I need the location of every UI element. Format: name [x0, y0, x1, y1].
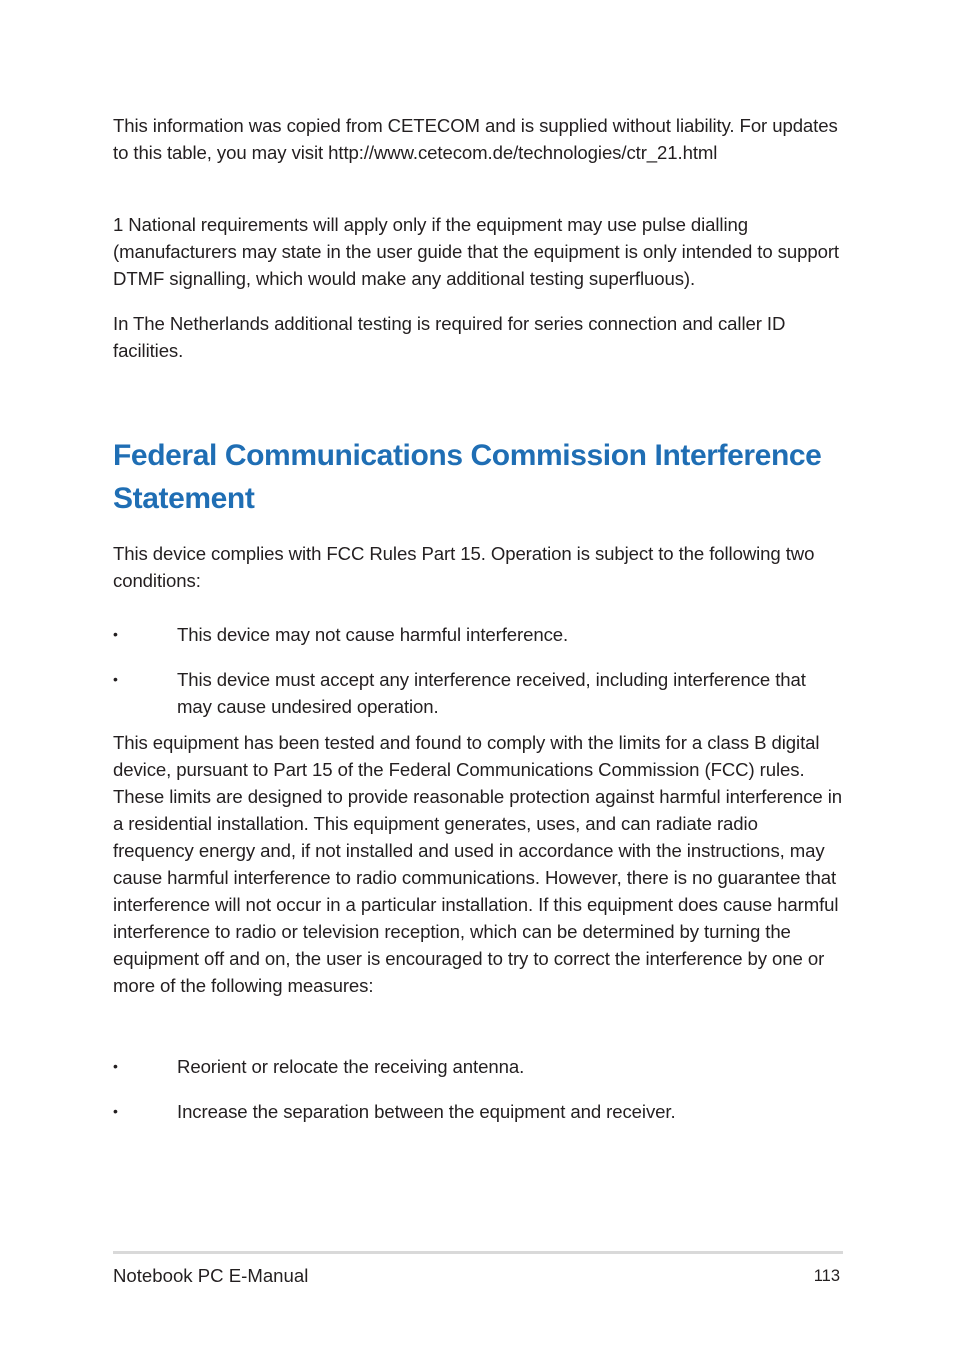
- bullet-icon: •: [113, 1058, 118, 1074]
- list-item-text: Increase the separation between the equipment and receiver.: [177, 1101, 676, 1122]
- bullet-icon: •: [113, 1103, 118, 1119]
- footer-title: Notebook PC E-Manual: [113, 1265, 309, 1286]
- list-item: [113, 1098, 843, 1125]
- list-item-text: Reorient or relocate the receiving antenna.: [177, 1056, 525, 1077]
- list-item-text: This device may not cause harmful interference.: [177, 624, 569, 645]
- list-item-text: This device must accept any interference received, including interference that may cause undesired operation.: [177, 669, 806, 717]
- bullet-icon: •: [113, 671, 118, 687]
- page-number: 113: [813, 1267, 840, 1285]
- section-heading: Federal Communications Commission Interference Statement: [113, 439, 822, 515]
- bullet-icon: •: [113, 626, 118, 642]
- footer-divider: [113, 1251, 843, 1254]
- cetecom-paragraph: This information was copied from CETECOM and is supplied without liability. For updates to this table, you may visit http://www.cetecom.de/technologies/ctr_21.html: [113, 115, 838, 163]
- list-item: [113, 1053, 843, 1080]
- national-requirements-paragraph: 1 National requirements will apply only if the equipment may use pulse dialling (manufacturers may state in the user guide that the equipment is only intended to support DTMF signalling, which would make any additional testing superfluous).: [113, 214, 839, 289]
- fcc-intro-paragraph: This device complies with FCC Rules Part 15. Operation is subject to the following two conditions:: [113, 543, 815, 591]
- list-item: [113, 666, 843, 720]
- fcc-body-paragraph: This equipment has been tested and found to comply with the limits for a class B digital device, pursuant to Part 15 of the Federal Communications Commission (FCC) rules. These limits are designed to provide reasonable protection against harmful interference in a residential installation. This equipment generates, uses, and can radiate radio frequency energy and, if not installed and used in accordance with the instructions, may cause harmful interference to radio communications. However, there is no guarantee that interference will not occur in a particular installation. If this equipment does cause harmful interference to radio or television reception, which can be determined by turning the equipment off and on, the user is encouraged to try to correct the interference by one or more of the following measures:: [113, 732, 842, 996]
- list-item: [113, 621, 843, 648]
- netherlands-paragraph: In The Netherlands additional testing is required for series connection and caller ID facilities.: [113, 313, 786, 361]
